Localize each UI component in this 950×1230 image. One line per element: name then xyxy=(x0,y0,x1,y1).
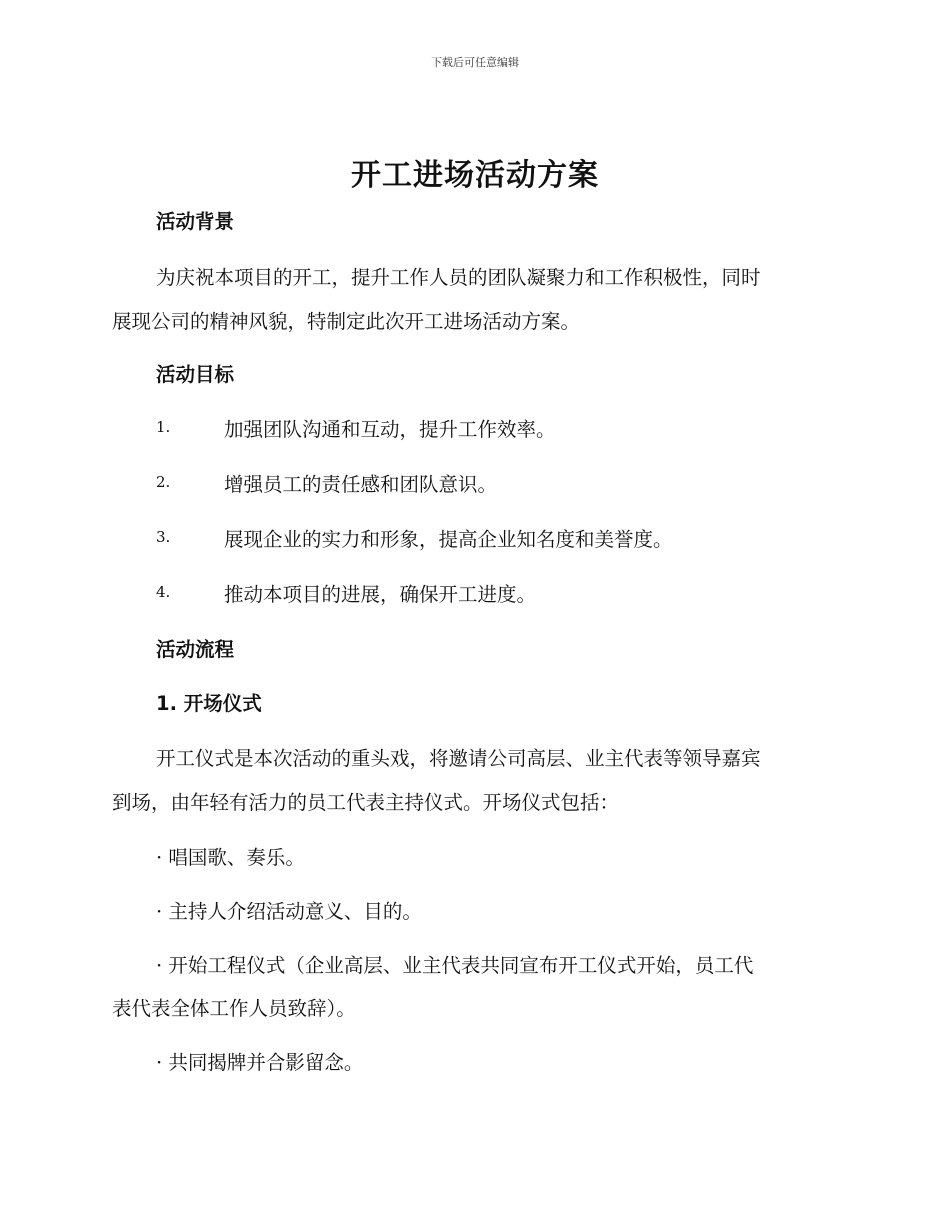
goal-number: 1. xyxy=(156,418,171,436)
background-paragraph-line-1: 为庆祝本项目的开工，提升工作人员的团队凝聚力和工作积极性，同时 xyxy=(156,266,761,289)
sub-heading-opening-ceremony: 1. 开场仪式 xyxy=(156,692,262,715)
goal-text: 推动本项目的进展，确保开工进度。 xyxy=(224,583,537,606)
bullet-item: · 共同揭牌并合影留念。 xyxy=(156,1051,364,1074)
goal-text: 加强团队沟通和互动，提升工作效率。 xyxy=(224,418,556,441)
goal-text: 展现企业的实力和形象，提高企业知名度和美誉度。 xyxy=(224,528,673,551)
background-paragraph-line-2: 展现公司的精神风貌，特制定此次开工进场活动方案。 xyxy=(112,310,581,333)
goal-text: 增强员工的责任感和团队意识。 xyxy=(224,473,498,496)
goal-number: 2. xyxy=(156,473,171,491)
bullet-item: · 主持人介绍活动意义、目的。 xyxy=(156,900,422,923)
document-title: 开工进场活动方案 xyxy=(351,158,599,193)
goal-number: 3. xyxy=(156,528,171,546)
process-paragraph-line-1: 开工仪式是本次活动的重头戏，将邀请公司高层、业主代表等领导嘉宾 xyxy=(156,747,761,770)
process-paragraph-line-2: 到场，由年轻有活力的员工代表主持仪式。开场仪式包括： xyxy=(112,791,620,814)
bullet-item: · 开始工程仪式（企业高层、业主代表共同宣布开工仪式开始，员工代 xyxy=(156,954,754,977)
bullet-item-continuation: 表代表全体工作人员致辞）。 xyxy=(112,997,356,1020)
section-heading-process: 活动流程 xyxy=(156,638,235,661)
goal-number: 4. xyxy=(156,583,171,601)
header-note: 下载后可任意编辑 xyxy=(431,56,519,69)
bullet-item: · 唱国歌、奏乐。 xyxy=(156,846,305,869)
section-heading-goals: 活动目标 xyxy=(156,363,235,386)
section-heading-background: 活动背景 xyxy=(156,210,235,233)
